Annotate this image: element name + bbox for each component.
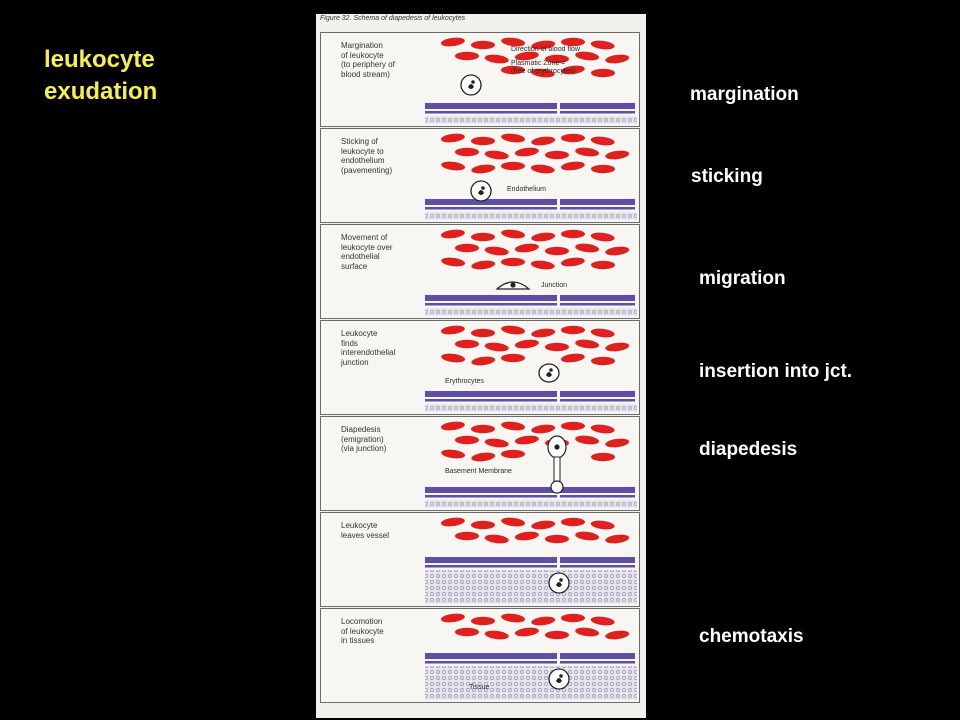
figure-note: Direction of blood flow [511, 46, 580, 53]
erythrocyte [501, 420, 526, 431]
panel-step-4 [320, 320, 640, 415]
erythrocyte [560, 256, 585, 267]
basement-membrane [425, 111, 635, 114]
erythrocyte [455, 244, 479, 252]
erythrocyte [514, 146, 539, 157]
figure-note: Plasmatic Zone = [511, 60, 566, 67]
erythrocyte [471, 163, 496, 174]
erythrocyte [591, 453, 615, 461]
erythrocyte [531, 135, 556, 146]
figure-note: Endothelium [507, 186, 546, 193]
erythrocyte [501, 354, 525, 362]
erythrocyte [471, 617, 495, 625]
erythrocyte [455, 628, 479, 636]
erythrocyte [530, 259, 555, 270]
erythrocyte [561, 614, 585, 622]
endothelium [425, 653, 635, 659]
erythrocyte [484, 341, 509, 352]
figure-note: (free of erythrocytes) [511, 68, 576, 75]
erythrocyte [545, 535, 569, 543]
erythrocyte [561, 518, 585, 526]
basement-membrane [425, 207, 635, 210]
erythrocyte [561, 38, 585, 46]
erythrocyte [575, 626, 600, 637]
erythrocyte [471, 137, 495, 145]
tissue [425, 570, 637, 604]
panel-caption: Sticking of leukocyte to endothelium (pavementing) [341, 137, 393, 175]
erythrocyte [501, 612, 526, 623]
term-chemotaxis: chemotaxis [699, 626, 804, 647]
erythrocyte [590, 519, 615, 530]
erythrocyte [440, 324, 465, 335]
basement-membrane [425, 303, 635, 306]
erythrocyte [531, 519, 556, 530]
basement-membrane [425, 399, 635, 402]
erythrocyte [484, 245, 509, 256]
erythrocyte [561, 422, 585, 430]
figure-note: Basement Membrane [445, 468, 512, 475]
tissue [425, 308, 637, 316]
panel-step-2 [320, 128, 640, 223]
erythrocyte [590, 327, 615, 338]
erythrocyte [440, 228, 465, 239]
erythrocyte [591, 165, 615, 173]
erythrocyte [590, 423, 615, 434]
erythrocyte [484, 533, 509, 544]
erythrocyte [440, 516, 465, 527]
tissue [425, 212, 637, 220]
erythrocyte [560, 352, 585, 363]
panel-step-1 [320, 32, 640, 127]
erythrocyte [560, 160, 585, 171]
figure-note: Tissue [469, 684, 490, 691]
erythrocyte [591, 261, 615, 269]
basement-membrane [425, 495, 635, 498]
term-migration: migration [699, 268, 786, 289]
erythrocyte [531, 615, 556, 626]
endothelium [425, 391, 635, 397]
erythrocyte [501, 324, 526, 335]
erythrocyte [591, 69, 615, 77]
erythrocyte [531, 231, 556, 242]
erythrocyte [561, 326, 585, 334]
tissue [425, 500, 637, 508]
erythrocyte [471, 259, 496, 270]
erythrocyte [455, 52, 479, 60]
figure-note: Erythrocytes [445, 378, 484, 385]
erythrocyte [471, 451, 496, 462]
panel-caption: Margination of leukocyte (to periphery of blood stream) [341, 41, 395, 79]
term-margination: margination [690, 84, 799, 105]
erythrocyte [530, 163, 555, 174]
erythrocyte [575, 338, 600, 349]
slide [10, 14, 950, 718]
erythrocyte [484, 437, 509, 448]
endothelium [425, 103, 635, 109]
erythrocyte [605, 53, 630, 64]
erythrocyte [561, 134, 585, 142]
erythrocyte [590, 39, 615, 50]
erythrocyte [575, 530, 600, 541]
erythrocyte [501, 258, 525, 266]
erythrocyte [514, 242, 539, 253]
erythrocyte [575, 146, 600, 157]
erythrocyte [484, 149, 509, 160]
erythrocyte [440, 36, 465, 47]
panel-step-5 [320, 416, 640, 511]
erythrocyte [440, 132, 465, 143]
panel-step-7 [320, 608, 640, 703]
tissue [425, 666, 637, 700]
panel-caption: Leukocyte leaves vessel [341, 521, 390, 540]
panel-step-6 [320, 512, 640, 607]
figure-note: Junction [541, 282, 568, 289]
endothelium [425, 557, 635, 563]
erythrocyte [484, 53, 509, 64]
erythrocyte [455, 532, 479, 540]
erythrocyte [545, 343, 569, 351]
endothelium [425, 295, 635, 301]
erythrocyte [455, 148, 479, 156]
leukocyte [497, 282, 529, 289]
erythrocyte [514, 338, 539, 349]
erythrocyte [605, 245, 630, 256]
erythrocyte [605, 533, 630, 544]
erythrocyte [605, 341, 630, 352]
erythrocyte [605, 149, 630, 160]
endothelium [425, 487, 635, 493]
basement-membrane [425, 565, 635, 568]
erythrocyte [514, 626, 539, 637]
diapedesis-figure [316, 14, 646, 718]
erythrocyte [501, 450, 525, 458]
erythrocyte [575, 242, 600, 253]
figure-title: Figure 32. Schema of diapedesis of leukocytes [320, 15, 466, 22]
erythrocyte [561, 230, 585, 238]
term-insertion: insertion into jct. [699, 361, 853, 382]
leukocyte [539, 364, 559, 382]
erythrocyte [590, 135, 615, 146]
panel-caption: Diapedesis (emigration) (via junction) [341, 425, 387, 454]
erythrocyte [605, 437, 630, 448]
erythrocyte [441, 352, 466, 363]
erythrocyte [471, 425, 495, 433]
erythrocyte [545, 631, 569, 639]
leukocyte [549, 669, 569, 689]
erythrocyte [531, 423, 556, 434]
erythrocyte [440, 612, 465, 623]
erythrocyte [501, 228, 526, 239]
term-sticking: sticking [691, 166, 763, 187]
panel-caption: Movement of leukocyte over endothelial surface [341, 233, 393, 271]
panel-caption: Locomotion of leukocyte in tissues [341, 617, 384, 646]
basement-membrane [425, 661, 635, 664]
term-diapedesis: diapedesis [699, 439, 798, 460]
tissue [425, 116, 637, 124]
erythrocyte [501, 516, 526, 527]
panel-caption: Leukocyte finds interendothelial junction [341, 329, 396, 367]
erythrocyte [590, 615, 615, 626]
erythrocyte [575, 434, 600, 445]
erythrocyte [591, 357, 615, 365]
leukocyte [461, 75, 481, 95]
erythrocyte [514, 530, 539, 541]
leukocyte [549, 573, 569, 593]
leukocyte [471, 181, 491, 201]
panel-step-3 [320, 224, 640, 319]
erythrocyte [484, 629, 509, 640]
erythrocyte [471, 41, 495, 49]
erythrocyte [501, 132, 526, 143]
erythrocyte [471, 521, 495, 529]
erythrocyte [471, 233, 495, 241]
erythrocyte [455, 340, 479, 348]
erythrocyte [545, 247, 569, 255]
tissue [425, 404, 637, 412]
erythrocyte [545, 151, 569, 159]
erythrocyte [501, 162, 525, 170]
slide-title: leukocyte exudation [44, 46, 158, 105]
erythrocyte [440, 420, 465, 431]
endothelium [425, 199, 635, 205]
erythrocyte [605, 629, 630, 640]
erythrocyte [441, 448, 466, 459]
erythrocyte [590, 231, 615, 242]
erythrocyte [441, 256, 466, 267]
erythrocyte [455, 436, 479, 444]
leukocyte [548, 436, 566, 493]
erythrocyte [471, 355, 496, 366]
erythrocyte [441, 160, 466, 171]
erythrocyte [531, 327, 556, 338]
erythrocyte [514, 434, 539, 445]
erythrocyte [471, 329, 495, 337]
